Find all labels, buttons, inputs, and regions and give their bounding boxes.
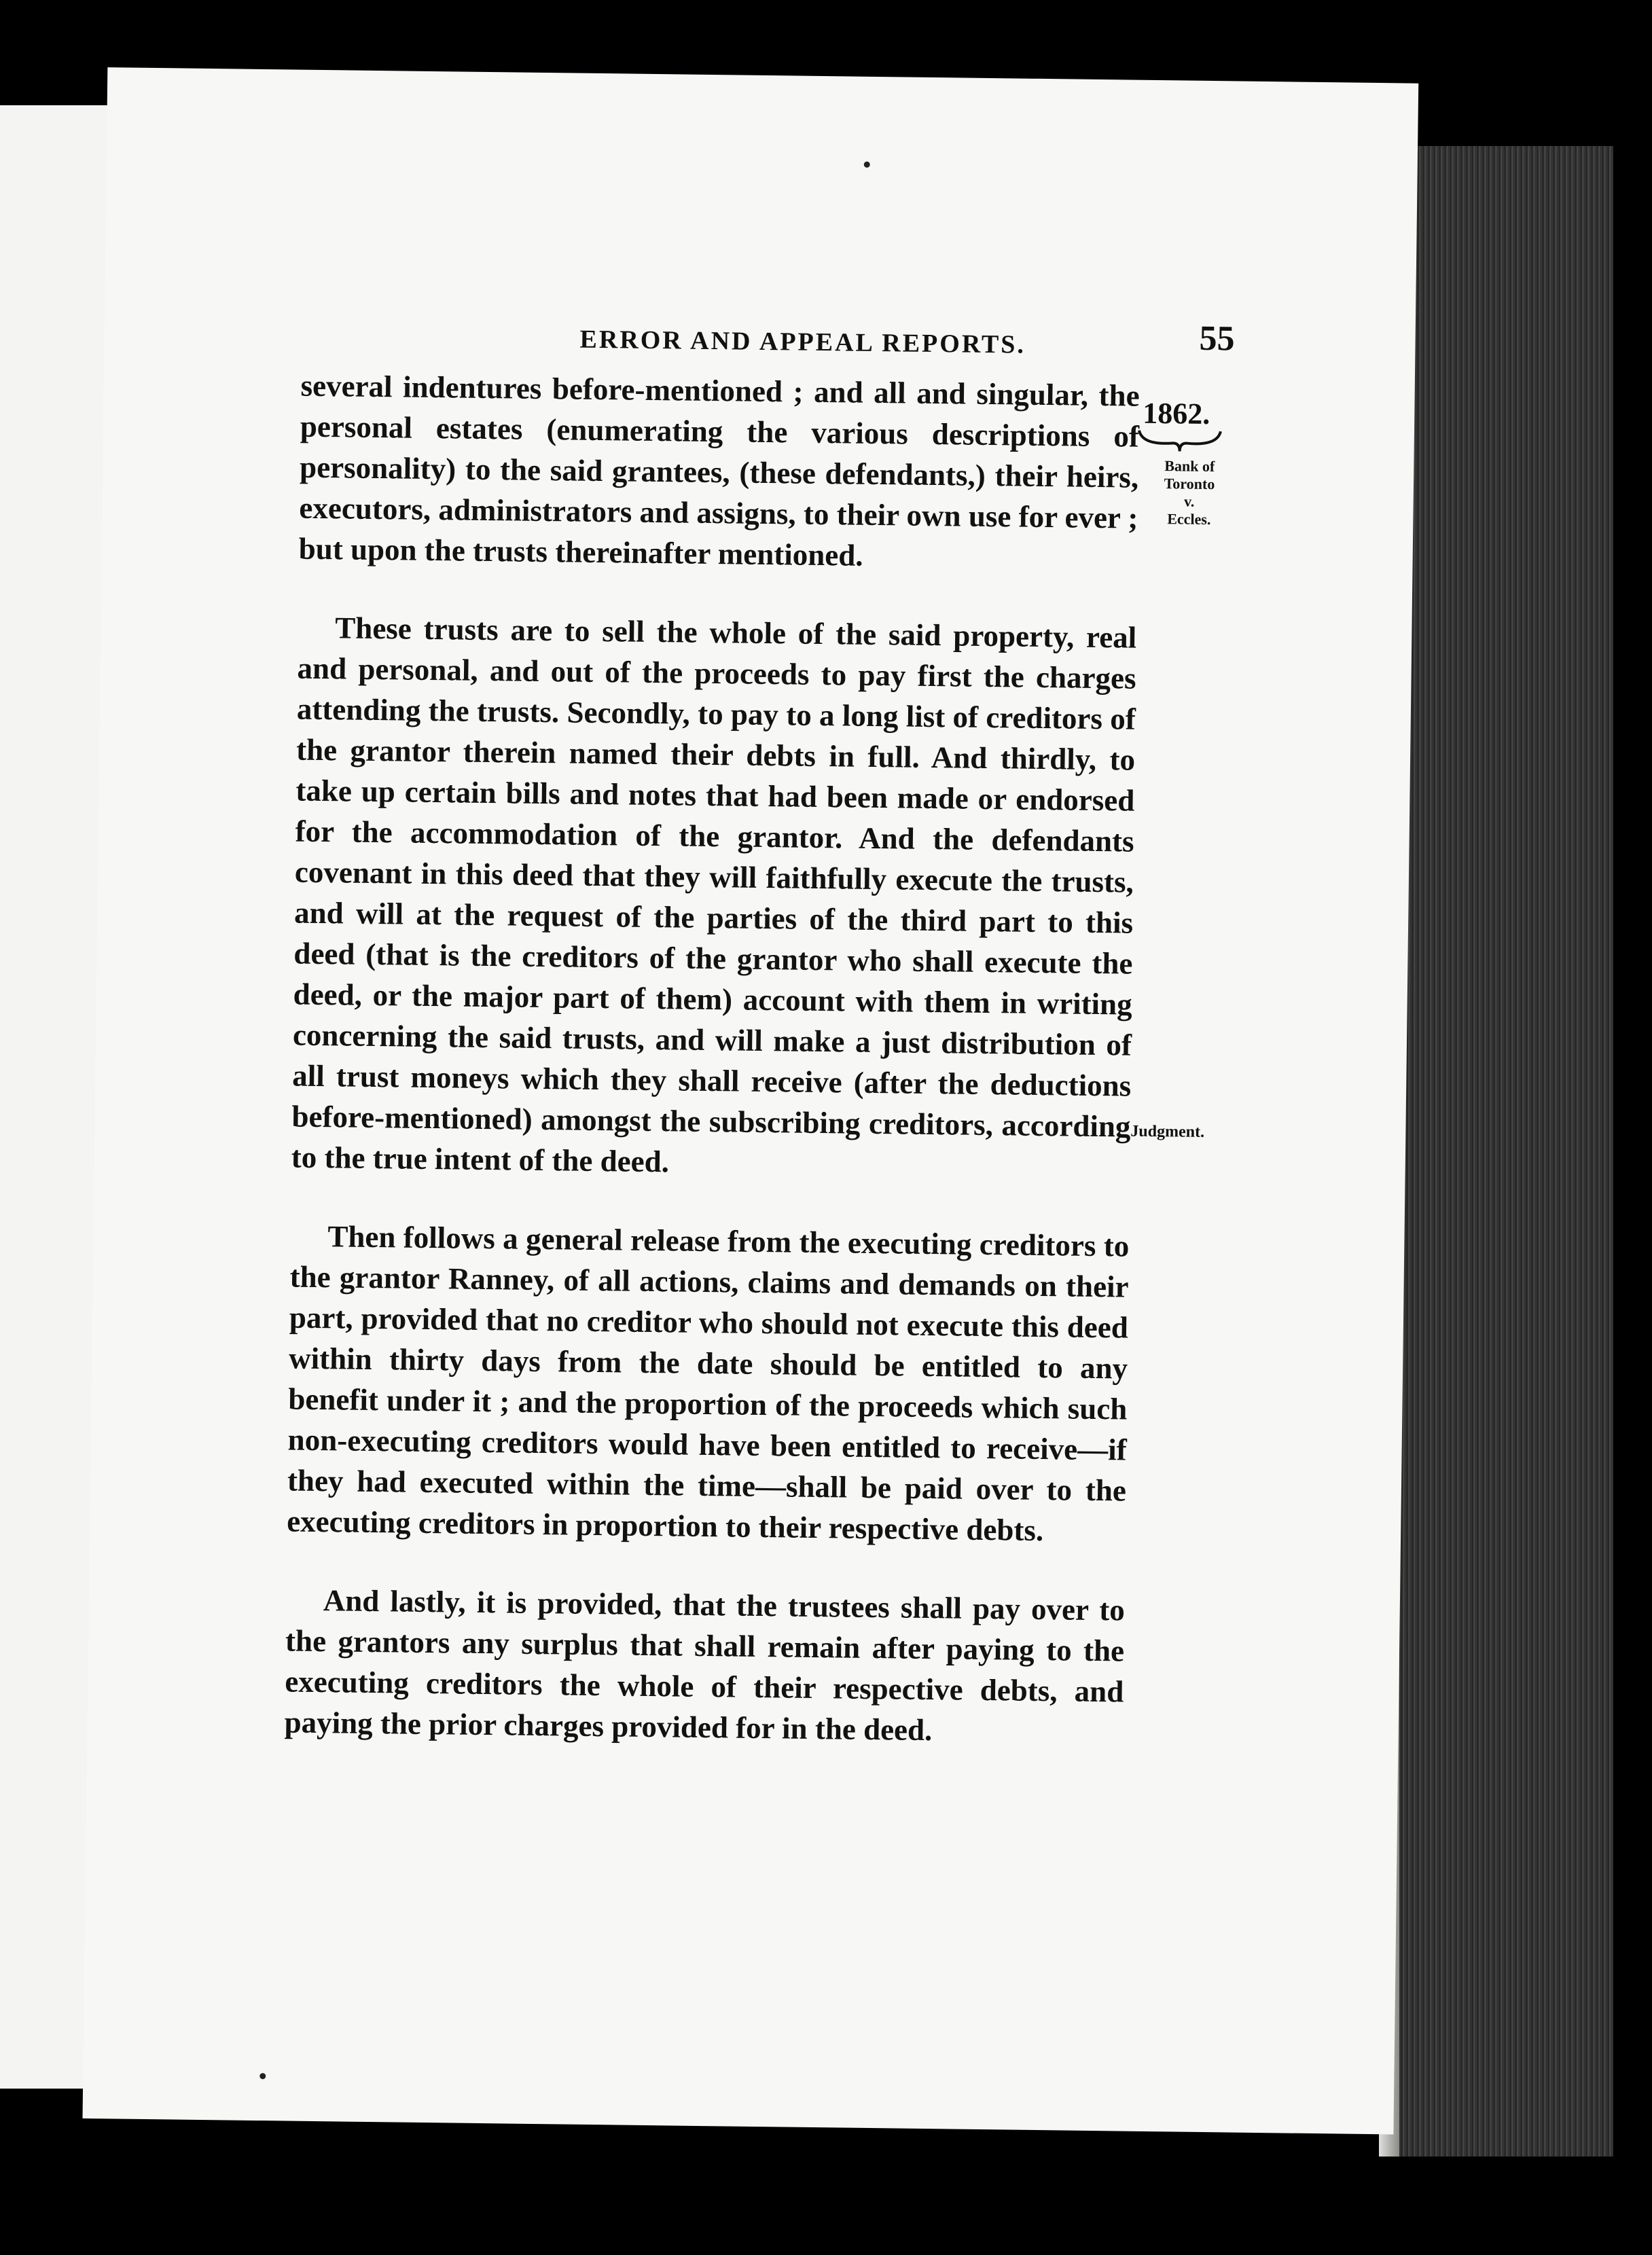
margin-year: 1862. [1142, 396, 1210, 431]
page-number: 55 [1199, 319, 1235, 359]
page-stack-edge [1389, 146, 1613, 2157]
body-text [284, 365, 1140, 1791]
print-speck [259, 2073, 266, 2079]
case-name-line: Bank of [1164, 457, 1215, 475]
running-head: ERROR AND APPEAL REPORTS. [579, 325, 1026, 359]
margin-judgment-label: Judgment. [1130, 1122, 1205, 1141]
book-page [82, 67, 1418, 2134]
case-name-line: Toronto [1164, 475, 1215, 493]
paragraph: several indentures before-mentioned ; and all and singular, the personal estates (enumerating the various descriptions of personality) to the said grantees, (these defendants,) their heirs, executors, administrators and assigns, to their own use for ever ; but upon the trusts thereinafter mentioned. [298, 368, 1140, 573]
print-speck [864, 162, 870, 168]
margin-case-name [1158, 457, 1220, 528]
paragraph: Then follows a general release from the executing creditors to the grantor Ranney, of all actions, claims and demands on their part, provided that no creditor who should not execute this deed within thirty days from the date should be entitled to any benefit under it ; and the proportion of the proceeds which such non-executing creditors would have been entitled to receive—if they had executed within the time—shall be paid over to the executing creditors in proportion to their respective debts. [286, 1219, 1130, 1548]
margin-brace [1136, 425, 1224, 454]
case-name-line: Eccles. [1167, 510, 1211, 528]
paragraph: These trusts are to sell the whole of the said property, real and personal, and out of the proceeds to pay first the charges attending the trusts. Secondly, to pay to a long list of creditors of the grantor therein named their debts in full. And thirdly, to take up certain bills and notes that had been made or endorsed for the accommodation of the grantor. And the defendants covenant in this deed that they will faithfully execute the trusts, and will at the request of the parties of the third part to this deed (that is the creditors of the grantor who shall execute the deed, or the major part of them) account with them in writing concerning the said trusts, and will make a just distribution of all trust moneys which they shall receive (after the deductions before-mentioned) amongst the subscribing creditors, according to the true intent of the deed. [291, 611, 1137, 1179]
case-name-line: v. [1183, 492, 1195, 510]
paragraph: And lastly, it is provided, that the trustees shall pay over to the grantors any surplus that shall remain after paying to the executing creditors the whole of their respective debts, and paying the prior charges provided for in the deed. [284, 1583, 1126, 1748]
